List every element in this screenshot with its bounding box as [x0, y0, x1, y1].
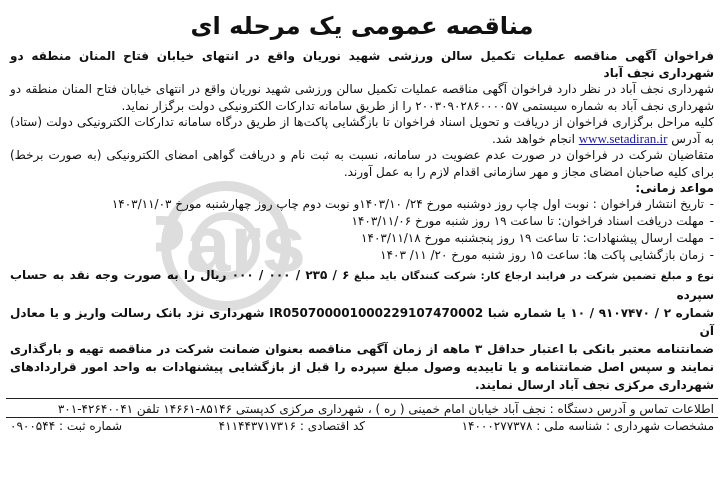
national-id: مشخصات شهرداری : شناسه ملی : ۱۴۰۰۰۲۷۷۳۷۸ [461, 419, 714, 433]
economic-code: کد اقتصادی : ۴۱۱۴۴۳۷۱۷۳۱۶ [218, 419, 366, 433]
deposit-account: شماره ۲ / ۹۱۰۷۴۷۰ / ۱۰ یا شماره شبا [487, 306, 715, 320]
timeline-label: مواعد زمانی: [635, 181, 714, 195]
timeline-list [6, 196, 718, 264]
timeline-item: - تاریخ انتشار فراخوان : نوبت اول چاپ روز دوشنبه مورخ ۲۴/ ۱۴۰۳/۱۰و نوبت دوم چاپ روز چهارشنبه مورخ ۱۴۰۳/۱۱/۰۳ [6, 196, 714, 213]
deposit-paragraph [6, 266, 718, 394]
deposit-line1-tail: ریال را به صورت وجه نقد به حساب سپرده [10, 268, 714, 302]
watermark-text: Pars [156, 199, 306, 288]
municipality-details [6, 417, 718, 435]
deposit-amount: ۶ / ۲۳۵ / ۰۰۰ / ۰۰۰ [231, 268, 350, 282]
process-paragraph [6, 114, 718, 147]
registration-number: شماره ثبت : ۰۹۰۰۵۴۴ [10, 419, 123, 433]
contact-info: اطلاعات تماس و آدرس دستگاه : نجف آباد خیابان امام خمینی ( ره ) ، شهرداری مرکزی کدپستی ۸۵۱۴۶-۱۴۶۶۱ تلفن ۴۲۶۴۰۰۴۱-۳۰۱ [6, 398, 718, 417]
deposit-iban: IR050700001000229107470002 [269, 306, 484, 320]
intro-paragraph: شهرداری نجف آباد در نظر دارد فراخوان آگهی مناقصه عملیات تکمیل سالن ورزشی شهید نوریان واقع در انتهای خیابان فتاح المنان منطقه دو شهرداری نجف آباد به شماره سیستمی ۲۰۰۳۰۹۰۲۸۶۰۰۰۰۵۷ را از طریق سامانه تدارکات الکترونیکی دولت برگزار نماید. [10, 82, 714, 113]
registration-paragraph: متقاضیان شرکت در فراخوان در صورت عدم عضویت در سامانه، نسبت به ثبت نام و دریافت گواهی امضای الکترونیکی (به صورت برخط) برای کلیه صاحبان امضای مجاز و مهر سازمانی اقدام لازم را به عمل آورند. [10, 148, 714, 179]
timeline-item: - زمان بازگشایی پاکت ها: ساعت ۱۵ روز شنبه مورخ ۲۰/ ۱۱/ ۱۴۰۳ [6, 247, 714, 264]
deposit-rest: ضمانتنامه معتبر بانکی با اعتبار حداقل ۳ ماهه از زمان آگهی مناقصه بعنوان ضمانت شرکت در مناقصه تهیه و بارگذاری نمایند و سپس اصل ضمانتنامه و یا تاییدیه وصول مبلغ سپرده را قبل از بازگشایی پیشنهادات به واحد امور قراردادهای شهرداری مرکزی نجف آباد ارسال نمایند. [10, 342, 715, 392]
process-tail: انجام خواهد شد. [492, 131, 575, 146]
timeline-item: - مهلت دریافت اسناد فراخوان: تا ساعت ۱۹ روز شنبه مورخ ۱۴۰۳/۱۱/۰۶ [6, 213, 714, 230]
timeline-item: - مهلت ارسال پیشنهادات: تا ساعت ۱۹ روز پنجشنبه مورخ ۱۴۰۳/۱۱/۱۸ [6, 230, 714, 247]
process-text: کلیه مراحل برگزاری فراخوان از دریافت و تحویل اسناد فراخوان تا بازگشایی پاکت‌ها از طریق درگاه سامانه تدارکات الکترونیکی دولت (ستاد) به آدرس [10, 115, 714, 146]
page-title: مناقصه عمومی یک مرحله ای [190, 12, 534, 40]
deposit-intro: نوع و مبلغ تضمین شرکت در فرایند ارجاع کار: شرکت کنندگان باید مبلغ [349, 271, 714, 282]
tender-notice [6, 6, 718, 479]
deposit-after-iban: شهرداری نزد بانک رسالت واریز و یا معادل آن [10, 306, 714, 338]
setad-link[interactable]: www.setadiran.ir [578, 130, 668, 146]
notice-headline: فراخوان آگهی مناقصه عملیات تکمیل سالن ورزشی شهید نوریان واقع در انتهای خیابان فتاح المنان منطقه دو شهرداری نجف آباد [10, 49, 714, 80]
